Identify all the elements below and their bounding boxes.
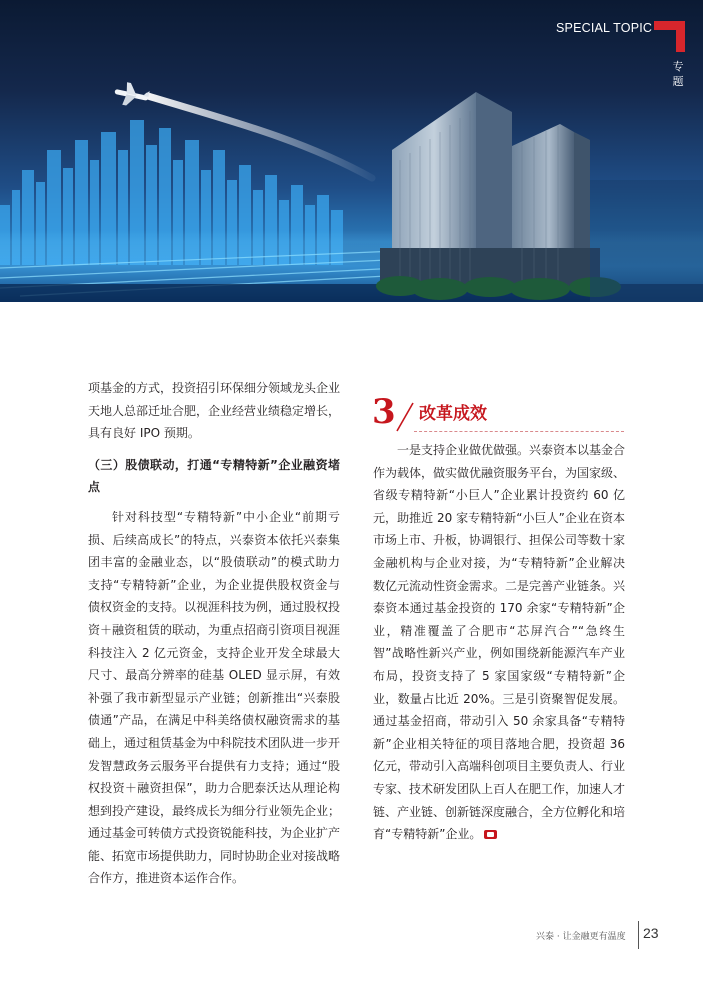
page-number: 23 <box>643 925 659 941</box>
office-towers <box>380 92 600 290</box>
slash-icon <box>394 402 416 432</box>
section-divider <box>414 431 624 432</box>
paragraph-results-text: 一是支持企业做优做强。兴泰资本以基金合作为载体，做实做优融资服务平台，为国家级、省级专精特新“小巨人”企业累计投资约 60 亿元，助推近 20 家专精特新“小巨人”企业在资本市场上市、升板，协调银行、担保公司等数十家金融机构与企业对接，为“专精特新”企业解决数亿元流动性资金需求。二是完善产业链条。兴泰资本通过基金投资的 170 余家“专精特新”企业，精准覆盖了合肥市“芯屏汽合”“急终生智”战略性新兴产业，例如围绕新能源汽车产业布局，投资支持了 5 家国家级“专精特新”企业，数量占比近 20%。三是引资聚智促发展。通过基金招商，带动引入 50 余家具备“专精特新”企业相关特征的项目落地合肥，投资超 36 亿元，带动引入高端科创项目主要负责人、行业专家、技术研发团队上百人在肥工作，加速人才链、产业链、创新链深度融合，全方位孵化和培育“专精特新”企业。 <box>373 443 626 842</box>
topic-corner-mark <box>654 21 685 52</box>
section-number: 3 <box>372 392 396 432</box>
right-column <box>373 439 625 846</box>
end-mark-icon <box>484 830 497 839</box>
city-skyline-illustration <box>0 0 703 302</box>
hero-banner <box>0 0 703 302</box>
airplane-icon <box>112 80 150 110</box>
footer-slogan: 兴泰 · 让金融更有温度 <box>536 932 626 942</box>
paragraph-results <box>373 439 625 846</box>
left-column <box>88 377 340 890</box>
section-subheading: （三）股债联动，打通“专精特新”企业融资堵点 <box>88 457 340 495</box>
topic-chinese-label: 专题 <box>672 60 684 88</box>
special-topic-label: SPECIAL TOPIC <box>556 21 653 35</box>
footer-divider <box>638 921 639 949</box>
section-title: 改革成效 <box>419 404 487 424</box>
paragraph-main: 针对科技型“专精特新”中小企业“前期亏损、后续高成长”的特点，兴泰资本依托兴泰集团丰富的金融业态，以“股债联动”的模式助力支持“专精特新”企业，为企业提供股权资金与债权资金的支持。以视涯科技为例，通过股权投资＋融资租赁的联动，为重点招商引资项目视涯科技注入 2 亿元资金，支持企业开发全球最大尺寸、最高分辨率的硅基 OLED 显示屏，有效补强了我市新型显示产业链；创新推出“兴泰股债通”产品，在满足中科美络债权融资需求的基础上，通过租赁基金为中科院技术团队进一步开发智慧政务云服务平台提供有力支持；通过“股权投资＋融资担保”，助力合肥泰沃达从理论构想到投产建设，最终成长为细分行业领先企业；通过基金可转债方式投资锐能科技，为企业扩产能、拓宽市场提供助力，同时协助企业对接战略合作方，推进资本运作合作。 <box>88 509 341 886</box>
paragraph-continuation: 项基金的方式，投资招引环保细分领域龙头企业天地人总部迁址合肥，企业经营业绩稳定增长，具有良好 IPO 预期。 <box>88 381 341 441</box>
